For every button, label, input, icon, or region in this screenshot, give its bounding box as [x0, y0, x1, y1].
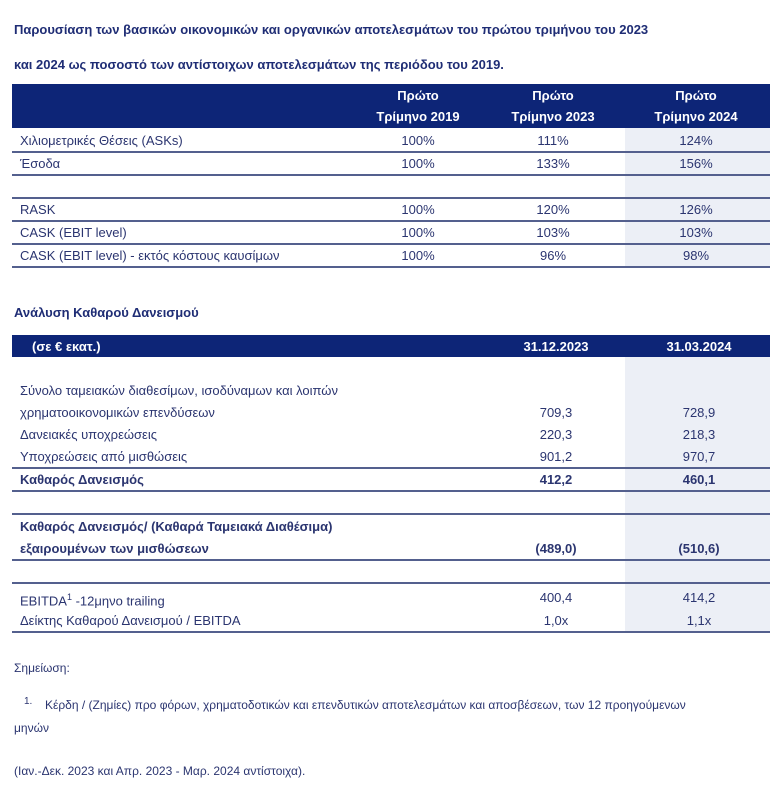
- row-value: 98%: [682, 248, 710, 263]
- row-label: Σύνολο ταμειακών διαθεσίμων, ισοδύναμων και λοιπών: [20, 383, 338, 398]
- row-label: Δείκτης Καθαρού Δανεισμού / EBITDA: [20, 613, 241, 628]
- title-line-2: και 2024 ως ποσοστό των αντίστοιχων αποτελεσμάτων της περιόδου του 2019.: [14, 57, 504, 72]
- row-value: 103%: [679, 225, 713, 240]
- row-value: 414,2: [682, 590, 716, 605]
- row-value: 970,7: [682, 449, 716, 464]
- footnote-ref: 1: [66, 592, 72, 602]
- row-value: 96%: [539, 248, 567, 263]
- row-label: Καθαρός Δανεισμός/ (Καθαρά Ταμειακά Διαθέσιμα): [20, 519, 333, 534]
- row-value: 100%: [401, 202, 435, 217]
- row-value: 111%: [537, 133, 569, 148]
- row-divider: [12, 174, 770, 176]
- footnote-text: Κέρδη / (Ζημίες) προ φόρων, χρηματοδοτικών και επενδυτικών αποτελεσμάτων και αποσβέσεων, των 12 προηγούμενων: [45, 698, 686, 712]
- table1-header: [12, 84, 770, 128]
- row-divider: [12, 151, 770, 153]
- row-value: 124%: [679, 133, 713, 148]
- row-value: 103%: [536, 225, 570, 240]
- row-value: 220,3: [539, 427, 573, 442]
- header-q1-2019: Πρώτο Τρίμηνο 2019: [376, 88, 460, 124]
- header-31-12-2023: 31.12.2023: [523, 339, 589, 354]
- row-value: 120%: [536, 202, 570, 217]
- row-value: 126%: [679, 202, 713, 217]
- header-q1-2023: Πρώτο Τρίμηνο 2023: [511, 88, 595, 124]
- row-value: (510,6): [678, 541, 720, 556]
- header-31-03-2024: 31.03.2024: [666, 339, 732, 354]
- row-label-suffix: -12μηνο trailing: [71, 593, 165, 609]
- row-value: (489,0): [535, 541, 577, 556]
- row-value: 100%: [401, 225, 435, 240]
- row-value: 901,2: [539, 449, 573, 464]
- row-value: 100%: [401, 133, 435, 148]
- row-label: CASK (EBIT level): [20, 225, 127, 240]
- row-label: CASK (EBIT level) - εκτός κόστους καυσίμων: [20, 248, 280, 263]
- footnote-text-cont: μηνών: [14, 721, 49, 735]
- section2-title: Ανάλυση Καθαρού Δανεισμού: [14, 305, 199, 320]
- row-value: 1,1x: [686, 613, 712, 628]
- row-label: RASK: [20, 202, 56, 217]
- row-label-cont: εξαιρουμένων των μισθώσεων: [20, 541, 209, 556]
- notes-heading: Σημείωση:: [14, 661, 70, 675]
- row-divider: [12, 197, 770, 199]
- unit-label: (σε € εκατ.): [32, 339, 101, 354]
- row-label: Έσοδα: [20, 156, 61, 171]
- table2-header: [12, 335, 770, 357]
- footnote-periods: (Ιαν.-Δεκ. 2023 και Απρ. 2023 - Μαρ. 2024 αντίστοιχα).: [14, 764, 306, 778]
- row-label: Καθαρός Δανεισμός: [20, 472, 144, 487]
- row-label: Υποχρεώσεις από μισθώσεις: [20, 449, 188, 464]
- row-value: 728,9: [682, 405, 716, 420]
- row-value: 100%: [401, 248, 435, 263]
- footnote-number: 1.: [24, 696, 33, 707]
- title-line-1: Παρουσίαση των βασικών οικονομικών και οργανικών αποτελεσμάτων του πρώτου τριμήνου του 2023: [14, 22, 649, 37]
- row-label: EBITDA: [20, 593, 67, 609]
- row-value: 218,3: [682, 427, 716, 442]
- row-label: Δανειακές υποχρεώσεις: [20, 427, 157, 442]
- row-label: Χιλιομετρικές Θέσεις (ASKs): [20, 133, 183, 148]
- row-value: 460,1: [682, 472, 716, 487]
- row-value: 400,4: [539, 590, 573, 605]
- row-value: 133%: [536, 156, 570, 171]
- row-value: 412,2: [539, 472, 573, 487]
- row-label-cont: χρηματοοικονομικών επενδύσεων: [20, 405, 215, 420]
- row-divider: [12, 582, 770, 584]
- row-value: 709,3: [539, 405, 573, 420]
- row-value: 100%: [401, 156, 435, 171]
- row-value: 1,0x: [543, 613, 569, 628]
- row-divider: [12, 266, 770, 268]
- header-q1-2024: Πρώτο Τρίμηνο 2024: [654, 88, 738, 124]
- row-value: 156%: [679, 156, 713, 171]
